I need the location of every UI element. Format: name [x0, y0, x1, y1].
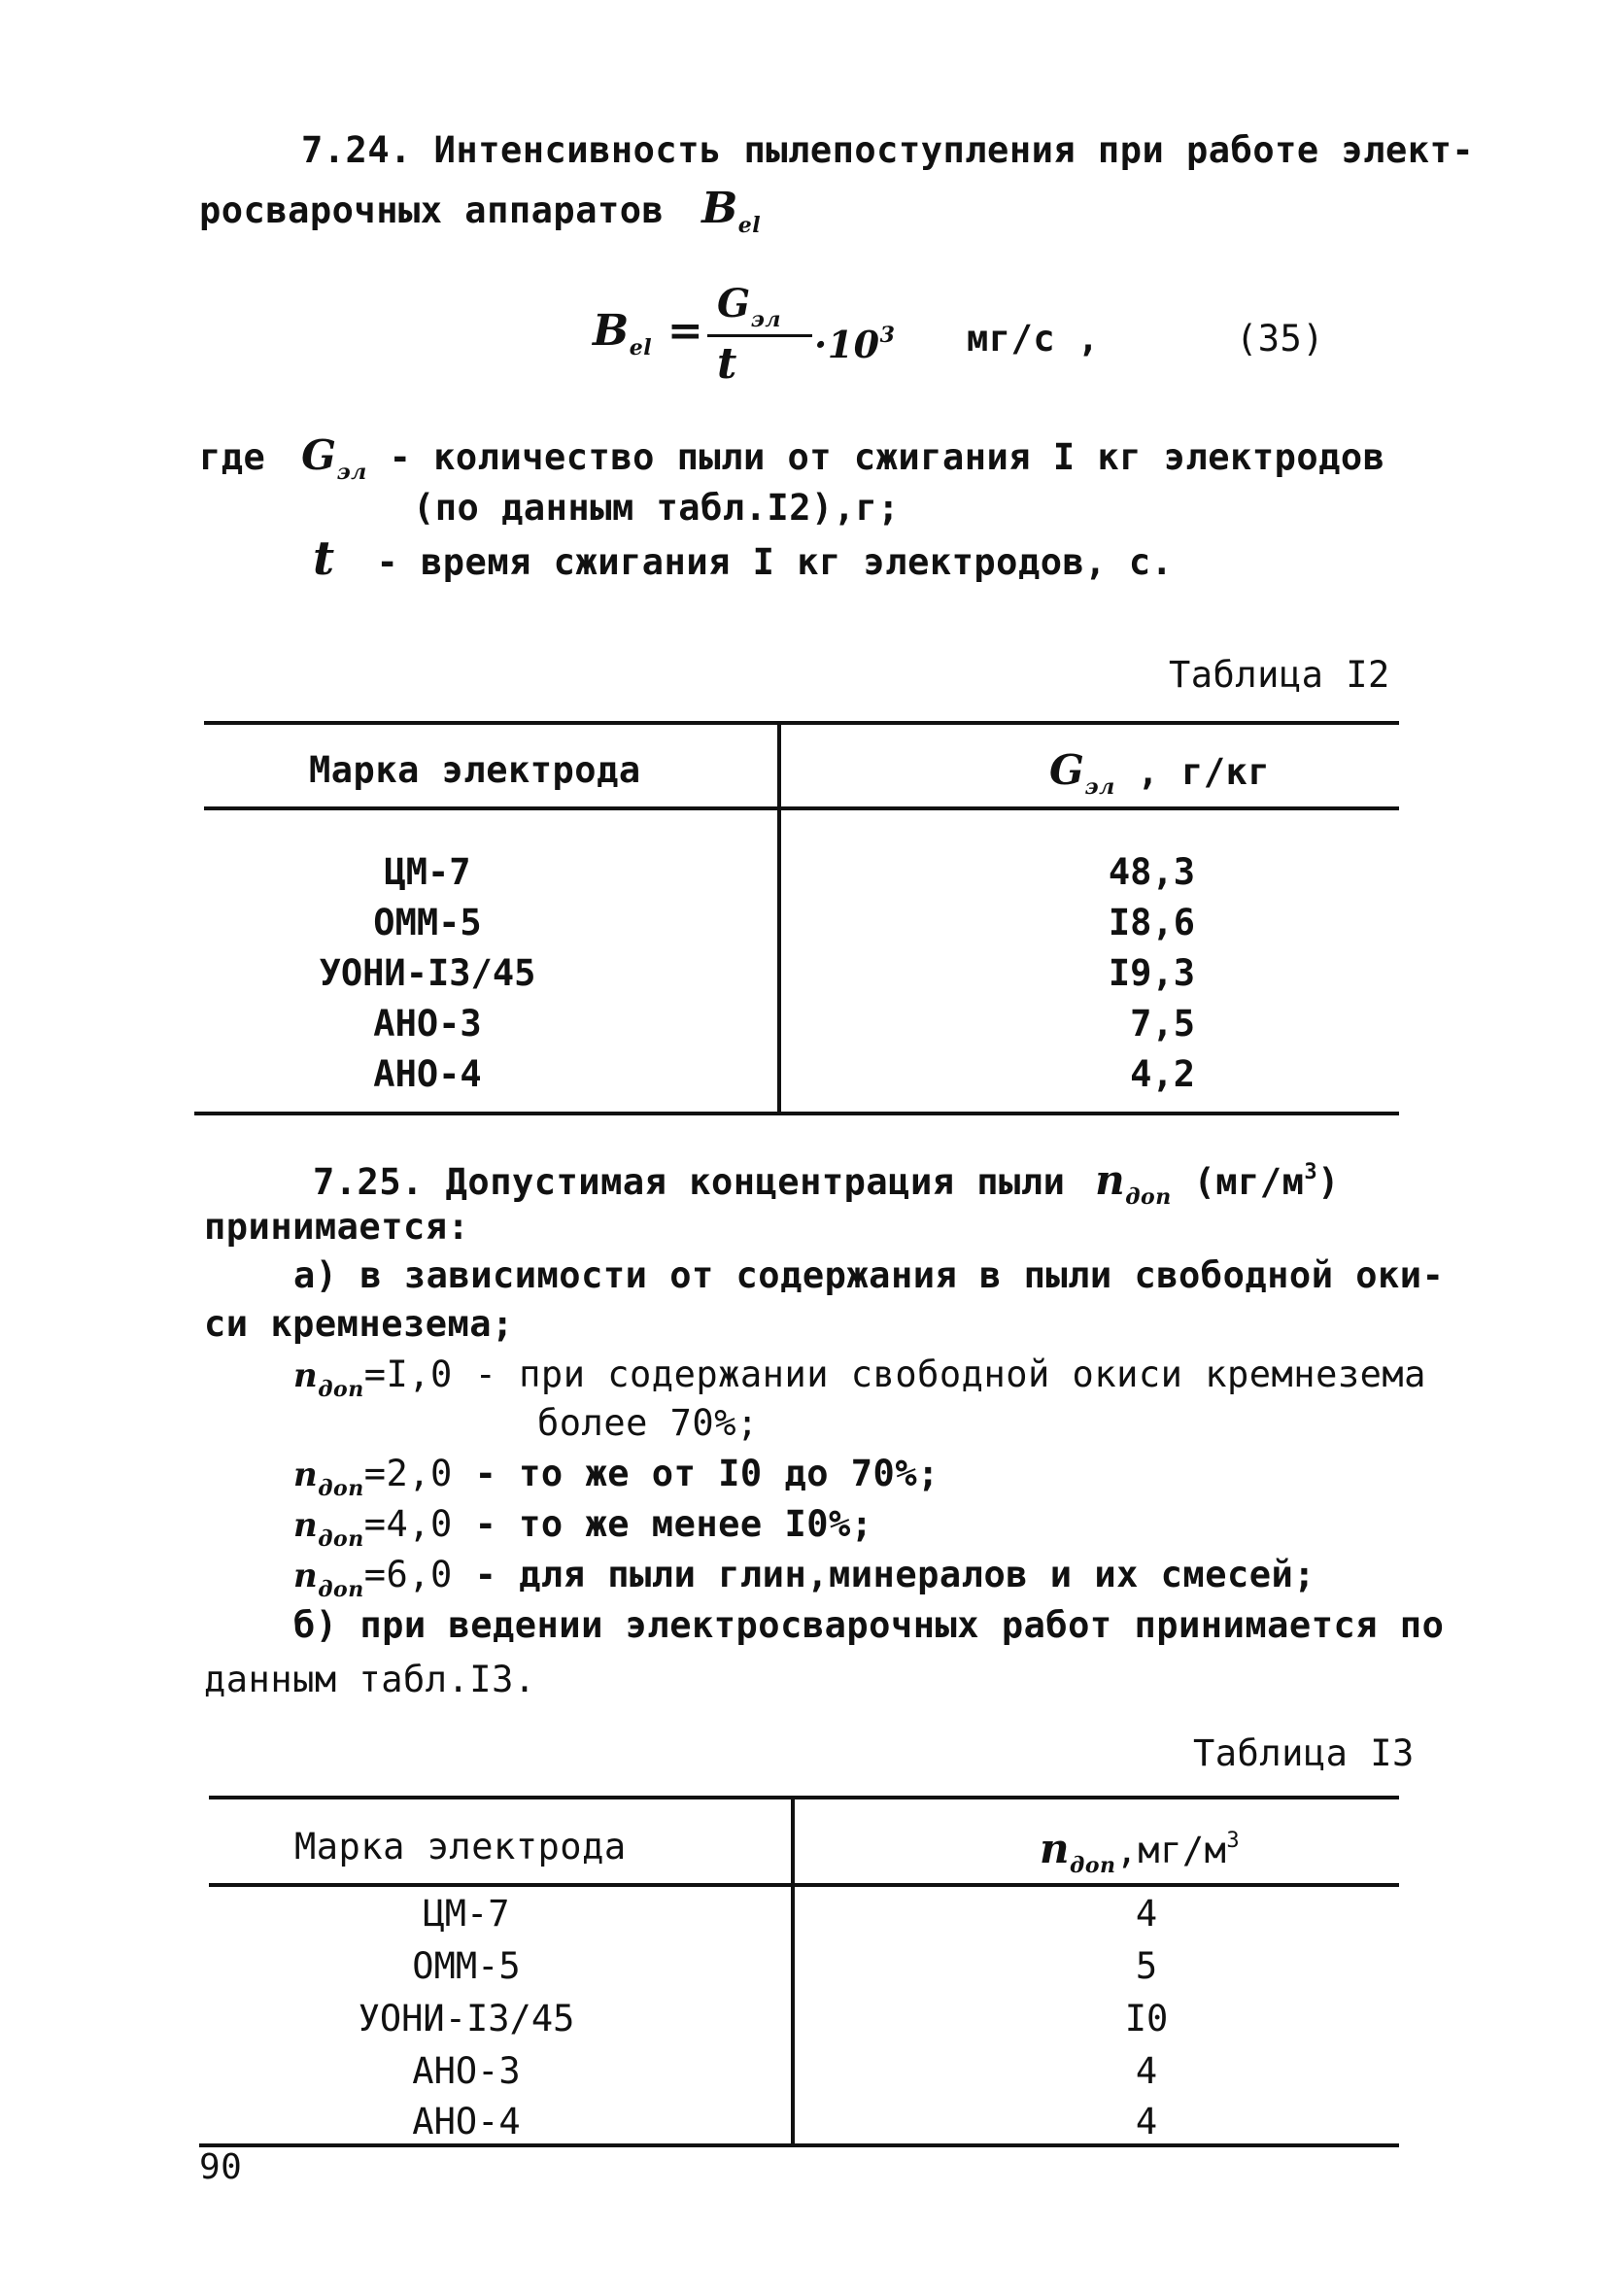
section-7-25-a-line2: си кремнезема;: [204, 1303, 514, 1345]
table-row: ОММ-5: [412, 1945, 521, 1987]
table-row: АНО-4: [373, 1053, 482, 1095]
n-dop-symbol: $n_{доп}$: [1095, 1156, 1172, 1210]
table-cell-value: 4: [1135, 2050, 1158, 2092]
table-row: АНО-4: [412, 2101, 521, 2142]
formula-fraction-bar: [707, 334, 812, 337]
table-row: АНО-3: [412, 2050, 521, 2092]
section-7-24-line2: [199, 184, 762, 248]
formula-numerator: $G_{эл}$: [717, 281, 781, 332]
table-cell-value: 4: [1135, 1893, 1158, 1935]
table-cell-value: I0: [1124, 1998, 1169, 2039]
table-row: ОММ-5: [373, 902, 482, 943]
table-cell-value: 4: [1135, 2101, 1158, 2142]
table-cell-value: I8,6: [1108, 902, 1195, 943]
table-row: ЦМ-7: [384, 851, 471, 893]
n-dop-item-1-cont: более 70%;: [537, 1402, 759, 1444]
table13-bottom-rule: [199, 2143, 1399, 2147]
table13-header-col1: Марка электрода: [294, 1826, 627, 1868]
page-number: 90: [199, 2147, 243, 2187]
where-t-desc: - время сжигания I кг электродов, с.: [376, 541, 1174, 583]
where-t-line: [313, 531, 1174, 586]
table13-n-symbol: $n_{доп}$: [1040, 1825, 1116, 1878]
table13-header-col2: $n_{доп},мг/м^3$: [1040, 1825, 1241, 1878]
section-7-25-line1: 7.25. Допустимая концентрация пыли $n_{доп}$ $(мг/м^3)$: [313, 1156, 1340, 1210]
n-dop-item-1: $n_{доп}=I,0$ - при содержании свободной окиси кремнезема: [293, 1354, 1426, 1402]
table-row: АНО-3: [373, 1003, 482, 1045]
formula-denominator: t: [717, 339, 737, 389]
table13-top-rule: [209, 1796, 1399, 1799]
table-cell-value: 7,5: [1130, 1003, 1195, 1045]
n-dop-item-3: $n_{доп}=4,0$ - то же менее I0%;: [293, 1503, 873, 1552]
table12-g-symbol: $G_{эл}$: [1049, 746, 1115, 800]
table12-bottom-rule: [194, 1112, 1399, 1115]
formula-unit: мг/с ,: [967, 318, 1100, 360]
section-7-24-line1: [301, 128, 1474, 173]
table-cell-value: 4,2: [1130, 1053, 1195, 1095]
where-g-line2: (по данным табл.I2),г;: [413, 487, 901, 529]
n-dop-item-4: $n_{доп}=6,0$ - для пыли глин,минералов и их смесей;: [293, 1554, 1316, 1602]
section-7-25-b-line1: б) при ведении электросварочных работ принимается по: [293, 1604, 1445, 1646]
symbol-b: $B_{el}$: [701, 184, 762, 238]
section-7-25-text1: 7.25. Допустимая концентрация пыли: [313, 1161, 1066, 1203]
table13-caption: Таблица I3: [1193, 1732, 1415, 1774]
formula-factor: $\cdot 10^3$: [814, 323, 896, 366]
table-cell-value: 48,3: [1108, 851, 1195, 893]
where-g-symbol: $G_{эл}$: [301, 431, 367, 485]
table12-header-col2: $G_{эл}$ , г/кг: [1049, 746, 1271, 800]
table-cell-value: I9,3: [1108, 952, 1195, 994]
section-7-25-line2: принимается:: [204, 1206, 470, 1248]
table12-header-col1: Марка электрода: [309, 749, 641, 791]
formula-number: (35): [1236, 318, 1325, 360]
table-cell-value: 5: [1135, 1945, 1158, 1987]
where-g-desc: - количество пыли от сжигания I кг электродов: [389, 436, 1385, 478]
section-7-24-text1: 7.24. Интенсивность пылепоступления при работе элект-: [301, 129, 1475, 171]
n-dop-item-2: $n_{доп}=2,0$ - то же от I0 до 70%;: [293, 1453, 940, 1501]
section-7-24-text2: росварочных аппаратов: [199, 189, 665, 231]
table12-caption: Таблица I2: [1169, 654, 1390, 696]
table-row: УОНИ-I3/45: [319, 952, 536, 994]
section-7-25-a-line1: а) в зависимости от содержания в пыли свободной оки-: [293, 1254, 1445, 1296]
table-row: УОНИ-I3/45: [358, 1998, 575, 2039]
table12-header-rule: [204, 806, 1399, 810]
table-row: ЦМ-7: [423, 1893, 510, 1935]
formula-lhs: $B_{el}$ =: [593, 306, 704, 360]
table12-top-rule: [204, 721, 1399, 725]
table13-column-divider: [791, 1796, 795, 2145]
section-7-25-b-line2: данным табл.I3.: [204, 1659, 536, 1700]
where-t-symbol: t: [313, 531, 335, 586]
where-intro: где: [199, 436, 266, 478]
table12-column-divider: [777, 721, 781, 1114]
